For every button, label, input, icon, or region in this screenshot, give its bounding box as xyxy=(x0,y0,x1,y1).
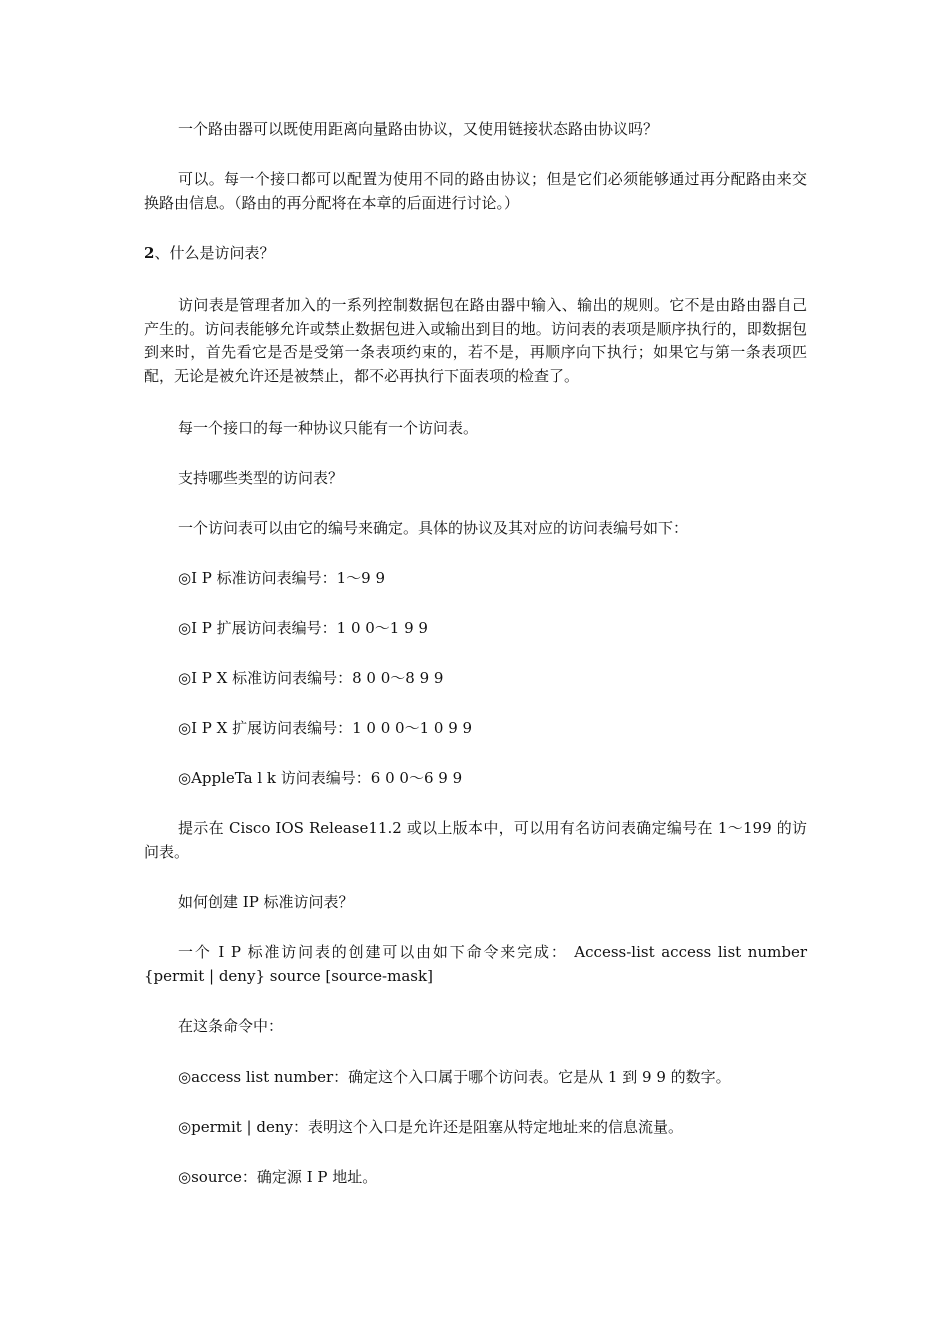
paragraph-in-this-command: 在这条命令中： xyxy=(178,1017,284,1035)
section-number: 2 xyxy=(144,244,155,262)
paragraph-answer-routing: 可以。每一个接口都可以配置为使用不同的路由协议；但是它们必须能够通过再分配路由来交换路由信息。（路由的再分配将在本章的后面进行讨论。） xyxy=(144,170,807,212)
list-item-ip-standard: ◎I P 标准访问表编号：1～9 9 xyxy=(178,569,386,587)
list-item-ipx-standard: ◎I P X 标准访问表编号：8 0 0～8 9 9 xyxy=(178,669,444,687)
paragraph-access-list-definition: 访问表是管理者加入的一系列控制数据包在路由器中输入、输出的规则。它不是由路由器自己产生的。访问表能够允许或禁止数据包进入或输出到目的地。访问表的表项是顺序执行的，即数据包到来时，首先看它是否是受第一条表项约束的，若不是，再顺序向下执行；如果它与第一条表项匹配，无论是被允许还是被禁止，都不必再执行下面表项的检查了。 xyxy=(144,296,807,385)
section-heading xyxy=(144,242,807,266)
paragraph-create-ip-standard: 如何创建 IP 标准访问表？ xyxy=(178,893,354,911)
list-item-appletalk: ◎AppleTa l k 访问表编号：6 0 0～6 9 9 xyxy=(178,769,463,787)
list-item-ip-extended: ◎I P 扩展访问表编号：1 0 0～1 9 9 xyxy=(178,619,428,637)
paragraph-named-lists-tip: 提示在 Cisco IOS Release11.2 或以上版本中，可以用有名访问表确定编号在 1～199 的访问表。 xyxy=(144,819,807,861)
section-title: 、什么是访问表？ xyxy=(154,244,275,262)
list-item-source: ◎source：确定源 I P 地址。 xyxy=(178,1168,378,1186)
list-item-permit-deny: ◎permit | deny：表明这个入口是允许还是阻塞从特定地址来的信息流量。 xyxy=(178,1118,683,1136)
paragraph-list-numbering: 一个访问表可以由它的编号来确定。具体的协议及其对应的访问表编号如下： xyxy=(178,519,689,537)
paragraph-question-routing: 一个路由器可以既使用距离向量路由协议，又使用链接状态路由协议吗？ xyxy=(178,120,659,138)
paragraph-supported-types: 支持哪些类型的访问表？ xyxy=(178,469,344,487)
list-item-access-list-number: ◎access list number：确定这个入口属于哪个访问表。它是从 1 到 9 9 的数字。 xyxy=(178,1068,731,1086)
paragraph-one-list-per-protocol: 每一个接口的每一种协议只能有一个访问表。 xyxy=(178,419,479,437)
list-item-ipx-extended: ◎I P X 扩展访问表编号：1 0 0 0～1 0 9 9 xyxy=(178,719,473,737)
paragraph-access-list-command: 一个 I P 标准访问表的创建可以由如下命令来完成： Access-list access list number {permit | deny} source [source-mask] xyxy=(144,943,807,985)
